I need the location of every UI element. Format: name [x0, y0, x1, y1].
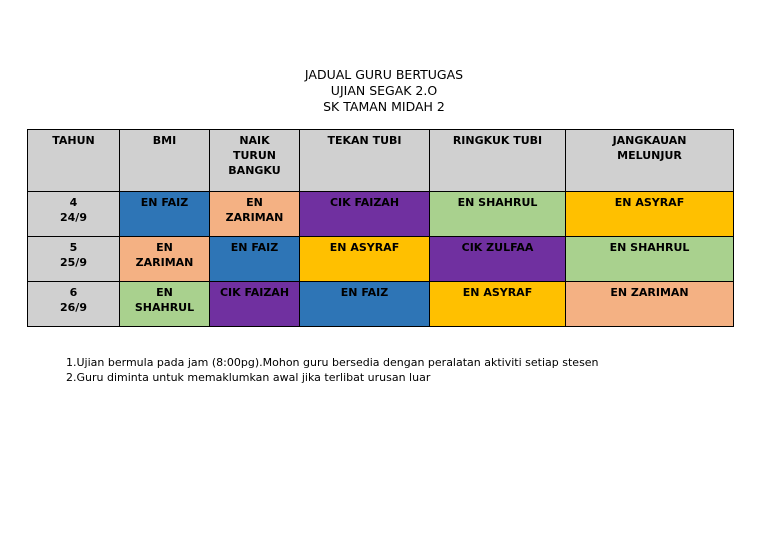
duty-schedule-table	[27, 129, 734, 327]
header-cell: NAIK TURUN BANGKU	[210, 130, 300, 192]
header-cell: TAHUN	[28, 130, 120, 192]
table-cell: 5 25/9	[28, 237, 120, 282]
table-row	[28, 192, 734, 237]
table-cell: EN FAIZ	[300, 282, 430, 327]
header-cell: BMI	[120, 130, 210, 192]
note-line: 2.Guru diminta untuk memaklumkan awal jika terlibat urusan luar	[66, 371, 431, 384]
title-line-2: UJIAN SEGAK 2.O	[330, 83, 438, 98]
note-line: 1.Ujian bermula pada jam (8:00pg).Mohon guru bersedia dengan peralatan aktiviti setiap stesen	[66, 356, 599, 369]
header-cell: JANGKAUAN MELUNJUR	[566, 130, 734, 192]
table-cell: EN SHAHRUL	[120, 282, 210, 327]
table-cell: EN FAIZ	[210, 237, 300, 282]
table-cell: EN SHAHRUL	[430, 192, 566, 237]
table-cell: EN ZARIMAN	[120, 237, 210, 282]
table-header-row	[28, 130, 734, 192]
table-cell: 6 26/9	[28, 282, 120, 327]
table-row	[28, 237, 734, 282]
title-line-1: JADUAL GURU BERTUGAS	[304, 67, 464, 82]
table-cell: CIK FAIZAH	[300, 192, 430, 237]
table-cell: 4 24/9	[28, 192, 120, 237]
title-line-3: SK TAMAN MIDAH 2	[323, 99, 445, 114]
header-cell: TEKAN TUBI	[300, 130, 430, 192]
notes	[66, 355, 599, 385]
table-cell: EN ASYRAF	[300, 237, 430, 282]
table-cell: EN SHAHRUL	[566, 237, 734, 282]
table-cell: CIK FAIZAH	[210, 282, 300, 327]
document-title	[0, 67, 768, 115]
table-cell: EN ASYRAF	[566, 192, 734, 237]
table-cell: CIK ZULFAA	[430, 237, 566, 282]
table-cell: EN ASYRAF	[430, 282, 566, 327]
table-cell: EN FAIZ	[120, 192, 210, 237]
header-cell: RINGKUK TUBI	[430, 130, 566, 192]
table-row	[28, 282, 734, 327]
table-cell: EN ZARIMAN	[566, 282, 734, 327]
table-cell: EN ZARIMAN	[210, 192, 300, 237]
